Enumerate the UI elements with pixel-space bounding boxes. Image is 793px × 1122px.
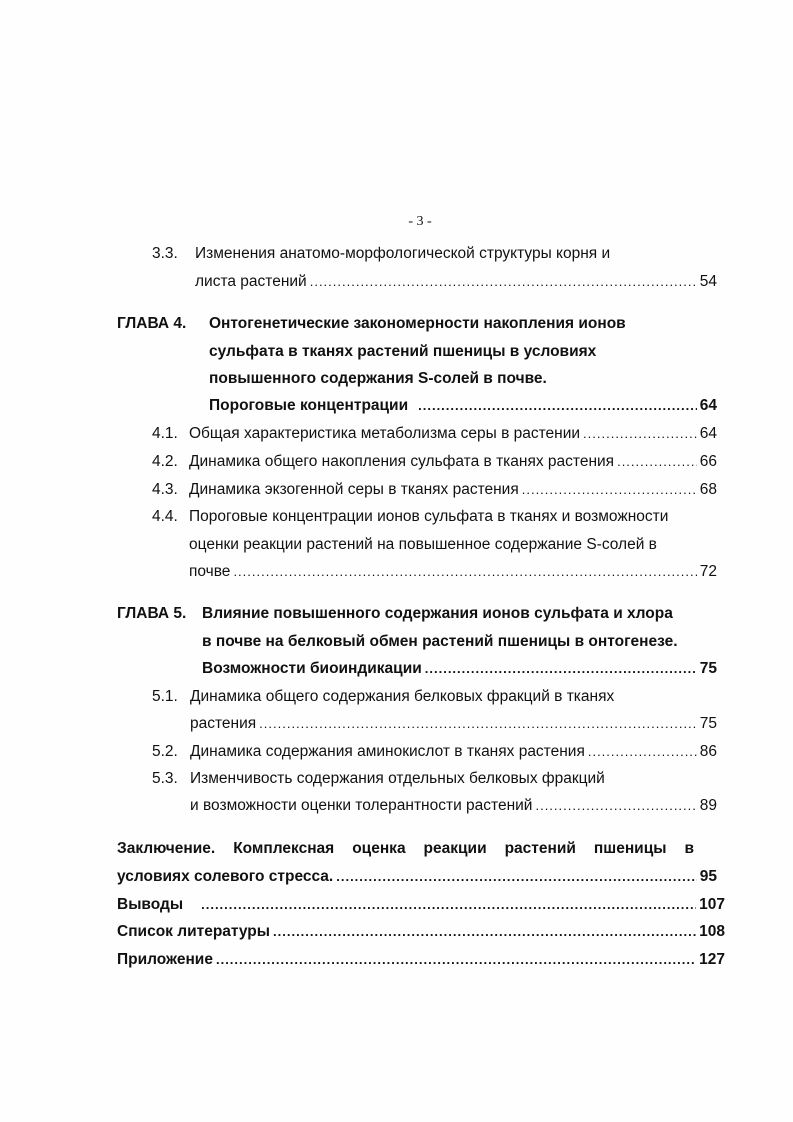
toc-entry-5-2-page: 86 xyxy=(699,743,717,760)
chapter-4-label: ГЛАВА 4. xyxy=(117,315,187,332)
conclusion-line1 xyxy=(117,840,694,858)
toc-entry-4-2-page: 66 xyxy=(699,453,717,470)
chapter-4-title-line4: Пороговые концентрации xyxy=(209,397,409,414)
toc-entry-5-2-number: 5.2. xyxy=(152,743,178,760)
toc-entry-5-3[interactable] xyxy=(190,797,717,815)
dot-leader xyxy=(535,797,696,815)
appendix-page: 127 xyxy=(699,951,725,968)
toc-entry-4-3-title: Динамика экзогенной серы в тканях растения xyxy=(189,481,519,498)
toc-findings[interactable] xyxy=(117,896,725,914)
dot-leader xyxy=(233,563,696,581)
toc-entry-5-1-page: 75 xyxy=(699,715,717,732)
toc-entry-4-1[interactable] xyxy=(152,425,717,443)
chapter-4-title-line2: сульфата в тканях растений пшеницы в условиях xyxy=(209,343,597,360)
toc-entry-4-4-line1: Пороговые концентрации ионов сульфата в тканях и возможности xyxy=(189,508,669,525)
chapter-4-page: 64 xyxy=(699,397,717,414)
toc-entry-5-2-title: Динамика содержания аминокислот в тканях растения xyxy=(190,743,585,760)
toc-conclusion[interactable] xyxy=(117,868,717,886)
dot-leader xyxy=(259,715,697,733)
toc-entry-5-1-number: 5.1. xyxy=(152,688,178,705)
conclusion-page: 95 xyxy=(699,868,717,885)
dot-leader xyxy=(425,660,697,678)
toc-entry-5-3-line2: и возможности оценки толерантности растений xyxy=(190,797,533,814)
chapter-5-title-line2: в почве на белковый обмен растений пшеницы в онтогенезе. xyxy=(202,633,678,650)
conclusion-word: Заключение. xyxy=(117,840,216,857)
toc-entry-5-3-page: 89 xyxy=(699,797,717,814)
toc-entry-4-2[interactable] xyxy=(152,453,717,471)
toc-appendix[interactable] xyxy=(117,951,725,969)
chapter-5-title-line3: Возможности биоиндикации xyxy=(202,660,422,677)
chapter-5-title-line1: Влияние повышенного содержания ионов сульфата и хлора xyxy=(202,605,673,622)
dot-leader xyxy=(273,923,696,941)
toc-references[interactable] xyxy=(117,923,725,941)
toc-entry-4-1-title: Общая характеристика метаболизма серы в растении xyxy=(189,425,581,442)
toc-entry-4-3[interactable] xyxy=(152,481,717,499)
toc-entry-3-3[interactable] xyxy=(195,273,717,291)
dot-leader xyxy=(588,743,697,761)
dot-leader xyxy=(418,397,697,415)
toc-entry-4-4-line2: оценки реакции растений на повышенное содержание S-солей в xyxy=(189,536,657,553)
conclusion-line2: условиях солевого стресса. xyxy=(117,868,334,885)
toc-entry-3-3-page: 54 xyxy=(699,273,717,290)
toc-chapter-4[interactable] xyxy=(209,397,717,415)
toc-entry-3-3-number: 3.3. xyxy=(152,245,178,262)
toc-entry-4-3-page: 68 xyxy=(699,481,717,498)
toc-entry-4-4-number: 4.4. xyxy=(152,508,178,525)
conclusion-word: пшеницы xyxy=(593,840,667,857)
dot-leader xyxy=(216,951,696,969)
toc-entry-5-1[interactable] xyxy=(190,715,717,733)
toc-entry-4-2-title: Динамика общего накопления сульфата в тканях растения xyxy=(189,453,615,470)
findings-title: Выводы xyxy=(117,896,184,913)
toc-entry-4-4-page: 72 xyxy=(699,563,717,580)
toc-entry-3-3-line1: Изменения анатомо-морфологической структуры корня и xyxy=(195,245,611,262)
toc-entry-4-3-number: 4.3. xyxy=(152,481,178,498)
toc-entry-4-2-number: 4.2. xyxy=(152,453,178,470)
chapter-5-page: 75 xyxy=(699,660,717,677)
dot-leader xyxy=(336,868,697,886)
dot-leader xyxy=(201,896,696,914)
toc-entry-5-3-line1: Изменчивость содержания отдельных белковых фракций xyxy=(190,770,605,787)
toc-entry-5-1-line2: растения xyxy=(190,715,257,732)
findings-page: 107 xyxy=(699,896,725,913)
chapter-5-label: ГЛАВА 5. xyxy=(117,605,187,622)
chapter-4-title-line3: повышенного содержания S-солей в почве. xyxy=(209,370,547,387)
toc-entry-5-2[interactable] xyxy=(152,743,717,761)
page-number: - 3 - xyxy=(408,214,432,229)
toc-entry-4-4-line3: почве xyxy=(189,563,231,580)
toc-entry-3-3-line2: листа растений xyxy=(195,273,307,290)
toc-entry-5-1-line1: Динамика общего содержания белковых фракций в тканях xyxy=(190,688,615,705)
toc-entry-4-1-number: 4.1. xyxy=(152,425,178,442)
dot-leader xyxy=(522,481,697,499)
references-page: 108 xyxy=(699,923,725,940)
dot-leader xyxy=(310,273,697,291)
toc-entry-4-4[interactable] xyxy=(189,563,717,581)
chapter-4-title-line1: Онтогенетические закономерности накопления ионов xyxy=(209,315,626,332)
conclusion-word: реакции xyxy=(423,840,487,857)
conclusion-word: в xyxy=(684,840,694,857)
conclusion-word: растений xyxy=(504,840,576,857)
toc-chapter-5[interactable] xyxy=(202,660,717,678)
references-title: Список литературы xyxy=(117,923,271,940)
dot-leader xyxy=(617,453,697,471)
conclusion-word: Комплексная xyxy=(233,840,335,857)
conclusion-word: оценка xyxy=(352,840,406,857)
appendix-title: Приложение xyxy=(117,951,213,968)
toc-entry-4-1-page: 64 xyxy=(699,425,717,442)
dot-leader xyxy=(583,425,697,443)
toc-entry-5-3-number: 5.3. xyxy=(152,770,178,787)
